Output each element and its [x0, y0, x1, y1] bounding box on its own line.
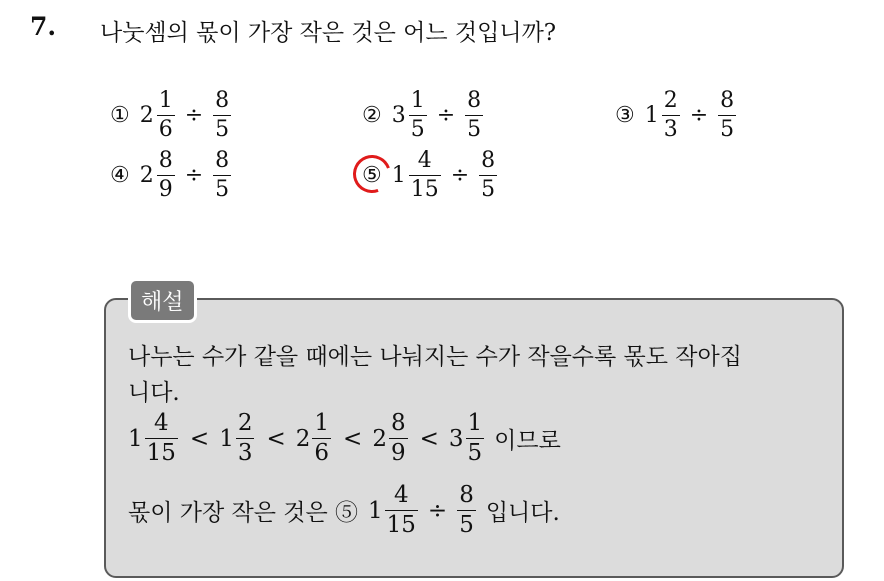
denominator: 6 — [158, 117, 173, 142]
choice-1-label: ① — [110, 103, 130, 128]
cmp-4-fraction — [389, 412, 408, 465]
question-number: 7. — [30, 12, 57, 41]
denominator: 15 — [146, 440, 176, 466]
choice-2[interactable] — [362, 90, 485, 141]
numerator: 1 — [410, 88, 425, 113]
choice-3-whole: 1 — [644, 103, 659, 128]
answer-whole: 1 — [368, 497, 383, 524]
numerator: 8 — [158, 148, 173, 173]
denominator: 6 — [314, 440, 330, 466]
denominator: 5 — [720, 117, 735, 142]
choice-5-fraction — [409, 150, 441, 201]
divide-sign: ÷ — [184, 103, 204, 128]
choice-4-fraction — [157, 150, 175, 201]
denominator: 5 — [215, 117, 230, 142]
divide-sign: ÷ — [427, 497, 448, 524]
choice-1[interactable] — [110, 90, 233, 141]
denominator: 5 — [410, 117, 425, 142]
numerator: 4 — [153, 410, 169, 436]
less-than-sign: < — [189, 425, 210, 452]
explanation-line-1: 나누는 수가 같을 때에는 나눠지는 수가 작을수록 몫도 작아집 — [128, 344, 742, 370]
denominator: 5 — [481, 177, 496, 202]
numerator: 2 — [663, 88, 678, 113]
less-than-sign: < — [266, 425, 286, 452]
choice-4-label: ④ — [110, 163, 130, 188]
denominator: 5 — [215, 177, 230, 202]
numerator: 1 — [467, 410, 483, 436]
divide-sign: ÷ — [689, 103, 709, 128]
explanation-label: 해설 — [128, 278, 197, 323]
denominator: 5 — [459, 512, 474, 538]
choice-1-fraction — [157, 90, 175, 141]
cmp-1-whole: 1 — [128, 425, 143, 452]
denominator: 5 — [467, 440, 483, 466]
numerator: 8 — [390, 410, 406, 436]
numerator: 8 — [215, 148, 230, 173]
denominator: 9 — [390, 440, 406, 466]
choice-2-fraction — [409, 90, 427, 141]
denominator: 15 — [386, 512, 416, 538]
choice-4[interactable] — [110, 150, 233, 201]
answer-suffix: 입니다. — [485, 500, 560, 526]
numerator: 4 — [393, 482, 409, 508]
answer-prefix: 몫이 가장 작은 것은 ⑤ — [128, 500, 358, 526]
explanation-line-2: 니다. — [128, 380, 180, 406]
cmp-5-fraction — [466, 412, 485, 465]
numerator: 1 — [158, 88, 173, 113]
denominator: 5 — [467, 117, 482, 142]
divide-sign: ÷ — [184, 163, 204, 188]
comparison-suffix: 이므로 — [494, 428, 561, 454]
choice-3[interactable] — [615, 90, 738, 141]
choice-4-divisor — [213, 150, 231, 201]
choice-1-whole: 2 — [139, 103, 154, 128]
numerator: 8 — [481, 148, 496, 173]
numerator: 4 — [417, 148, 432, 173]
cmp-3-fraction — [312, 412, 331, 465]
numerator: 8 — [459, 482, 474, 508]
less-than-sign: < — [343, 425, 363, 452]
numerator: 8 — [467, 88, 482, 113]
choice-5-label: ⑤ — [362, 163, 382, 188]
cmp-4-whole: 2 — [372, 425, 387, 452]
cmp-1-fraction — [145, 412, 178, 465]
choice-2-whole: 3 — [391, 103, 406, 128]
cmp-2-whole: 1 — [219, 425, 234, 452]
choice-3-label: ③ — [615, 103, 635, 128]
choice-1-divisor — [213, 90, 231, 141]
cmp-2-fraction — [236, 412, 255, 465]
denominator: 3 — [663, 117, 678, 142]
less-than-sign: < — [419, 425, 439, 452]
cmp-3-whole: 2 — [295, 425, 311, 452]
choice-2-divisor — [465, 90, 483, 141]
choice-3-divisor — [718, 90, 736, 141]
comparison-line — [128, 412, 561, 465]
denominator: 9 — [158, 177, 173, 202]
answer-divisor — [457, 484, 476, 537]
choice-5-whole: 1 — [391, 163, 406, 188]
choice-3-fraction — [662, 90, 680, 141]
answer-line — [128, 484, 560, 537]
numerator: 8 — [720, 88, 735, 113]
numerator: 1 — [314, 410, 330, 436]
question-text: 나눗셈의 몫이 가장 작은 것은 어느 것입니까? — [100, 20, 557, 46]
divide-sign: ÷ — [450, 163, 470, 188]
choice-5-divisor — [479, 150, 497, 201]
choice-4-whole: 2 — [139, 163, 154, 188]
choice-2-label: ② — [362, 103, 382, 128]
divide-sign: ÷ — [436, 103, 456, 128]
numerator: 2 — [237, 410, 253, 436]
denominator: 3 — [237, 440, 253, 466]
denominator: 15 — [410, 177, 439, 202]
numerator: 8 — [215, 88, 230, 113]
answer-fraction — [385, 484, 418, 537]
cmp-5-whole: 3 — [448, 425, 464, 452]
